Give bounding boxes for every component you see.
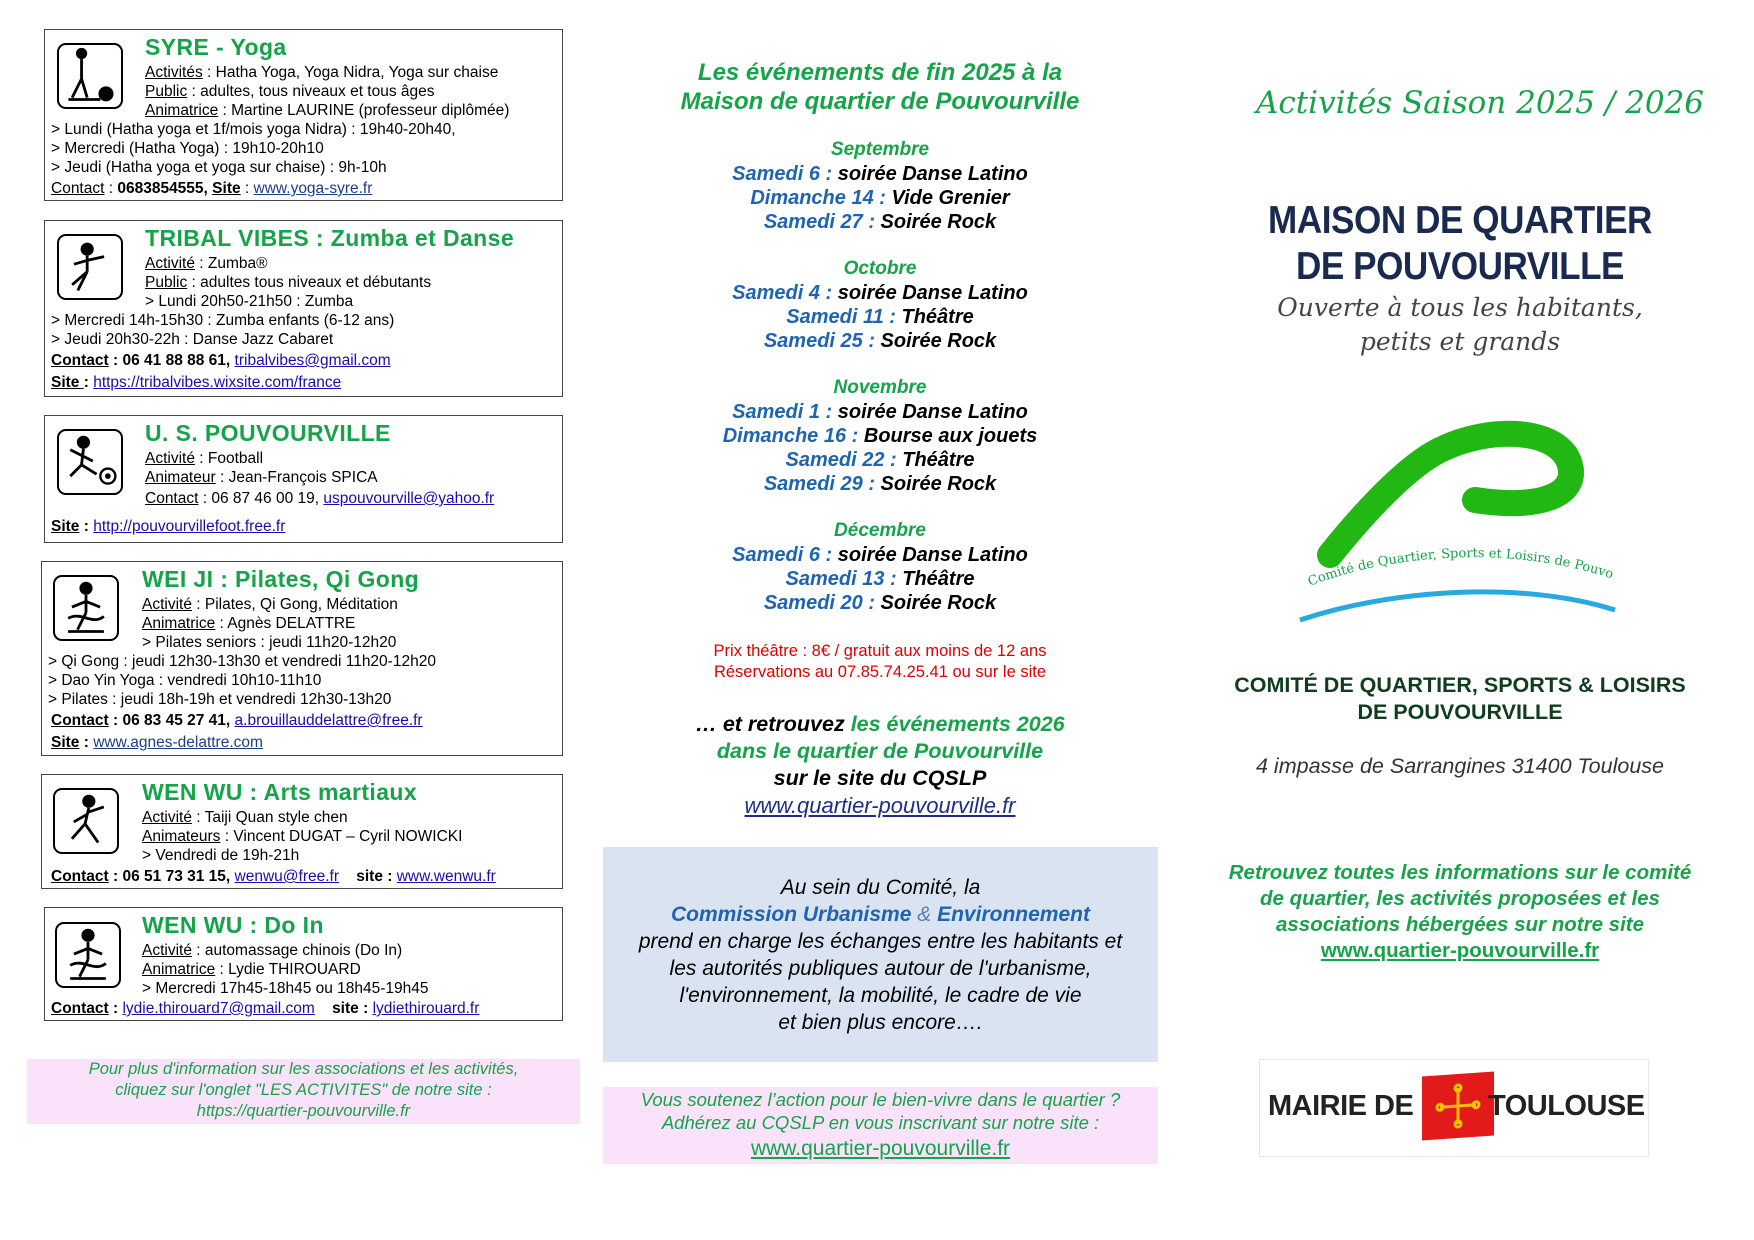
activity-card-wen-wu-arts-martiaux [41,774,563,889]
commission-line: Au sein du Comité, la [780,876,981,899]
value: : Zumba® [194,255,268,272]
event-title: Bourse aux jouets [858,425,1038,447]
value: : Vincent DUGAT – Cyril NOWICKI [220,828,463,845]
info-line: associations hébergées sur notre site [1276,913,1644,936]
meditation-figure-icon [55,922,121,988]
commission-line: les autorités publiques autour de l'urbanisme, [669,957,1092,980]
dance-figure-icon [57,234,123,300]
info-block [1180,860,1740,964]
site-label: Site [212,180,241,197]
email-link[interactable]: uspouvourville@yahoo.fr [323,490,495,507]
activity-card-tribal-vibes [44,220,563,397]
label-activite: Activité [142,809,192,826]
note-line: cliquez sur l'onglet "LES ACTIVITES" de notre site : [115,1081,492,1099]
activity-card-syre [44,29,563,201]
sep: : [79,518,94,535]
event-title: Théâtre [896,449,975,471]
value: : Pilates, Qi Gong, Méditation [191,596,398,613]
event-item [560,281,1200,305]
email-link[interactable]: a.brouillauddelattre@free.fr [234,712,423,729]
schedule-line: > Jeudi (Hatha yoga et yoga sur chaise) : 9h-10h [51,159,387,176]
month-block [560,138,1200,234]
event-day: Samedi 27 : [763,211,875,233]
schedule-line: > Dao Yin Yoga : vendredi 10h10-11h10 [48,672,322,689]
info-line: de quartier, les activités proposées et les [1260,887,1660,910]
contact-label: Contact [51,180,105,197]
site-link[interactable]: https://tribalvibes.wixsite.com/france [93,374,342,391]
site-label: Site [51,734,80,751]
quartier-line: dans le quartier de Pouvourville [716,739,1044,763]
site-label: site [332,1000,359,1017]
schedule-line: > Pilates seniors : jeudi 11h20-12h20 [142,634,397,651]
month-block [560,257,1200,353]
occitan-cross-icon [1422,1071,1494,1140]
event-item [560,591,1200,615]
month-name: Novembre [833,377,927,398]
event-title: soirée Danse Latino [832,163,1028,185]
commission-name: Commission Urbanisme [671,903,918,926]
sep: : [83,374,94,391]
value: : Football [194,450,264,467]
activity-card-wen-wu-do-in [44,907,563,1021]
events-site-link[interactable]: www.quartier-pouvourville.fr [744,793,1016,818]
support-panel [603,1087,1158,1164]
sep: : [104,180,118,197]
address: 4 impasse de Sarrangines 31400 Toulouse [1256,754,1664,778]
month-name: Décembre [834,520,926,541]
value: : Lydie THIROUARD [215,961,361,978]
value: : adultes, tous niveaux et tous âges [187,83,435,100]
email-link[interactable]: lydie.thirouard7@gmail.com [122,1000,315,1017]
note-line: Pour plus d'information sur les associations et les activités, [88,1060,519,1078]
event-day: Dimanche 16 : [722,425,859,447]
event-title: Soirée Rock [875,211,997,233]
weiji-title: WEI JI : Pilates, Qi Gong [142,566,420,592]
label-animatrice: Animatrice [142,961,216,978]
value: : Martine LAURINE (professeur diplômée) [218,102,510,119]
tribal-title: TRIBAL VIBES : Zumba et Danse [145,225,515,251]
maison-title-line2: DE POUVOURVILLE [1295,245,1625,288]
contact-phone: : 06 41 88 88 61, [108,352,235,369]
schedule-line: > Lundi (Hatha yoga et 1f/mois yoga Nidra) : 19h40-20h40, [51,121,456,138]
value: : automassage chinois (Do In) [191,942,403,959]
logo-graphic [1290,410,1630,630]
contact-phone: : 06 87 46 00 19, [198,490,324,507]
label-animatrice: Animatrice [145,102,219,119]
value: : Taiji Quan style chen [191,809,348,826]
event-title: soirée Danse Latino [832,282,1028,304]
value: : adultes tous niveaux et débutants [187,274,432,291]
event-item [560,472,1200,496]
event-day: Samedi 6 : [732,163,833,185]
us-title: U. S. POUVOURVILLE [145,420,391,446]
event-title: Soirée Rock [875,473,997,495]
value: : Jean-François SPICA [215,469,378,486]
events-2026-text: les événements 2026 [850,712,1065,736]
events-heading-line2: Maison de quartier de Pouvourville [680,88,1080,115]
open-subtitle [1180,291,1740,359]
label-activite: Activité [142,942,192,959]
site-link[interactable]: lydiethirouard.fr [372,1000,480,1017]
event-day: Samedi 29 : [763,473,875,495]
commission-line: prend en charge les échanges entre les habitants et [638,930,1123,953]
support-line: Vous soutenez l’action pour le bien-vivre dans le quartier ? [640,1089,1121,1110]
sep: : [358,1000,373,1017]
event-title: soirée Danse Latino [832,544,1028,566]
label-animateurs: Animateurs [142,828,221,845]
maison-title [1208,198,1712,290]
sep: : [240,180,254,197]
commission-line: et bien plus encore…. [778,1011,983,1034]
label-activites: Activités [145,64,203,81]
event-day: Samedi 22 : [785,449,897,471]
info-site-link[interactable]: www.quartier-pouvourville.fr [1320,939,1600,962]
site-label: site [356,868,383,885]
maison-title-line1: MAISON DE QUARTIER [1268,199,1652,242]
event-day: Samedi 4 : [732,282,833,304]
schedule-line: > Qi Gong : jeudi 12h30-13h30 et vendredi 11h20-12h20 [48,653,436,670]
schedule-line: > Jeudi 20h30-22h : Danse Jazz Cabaret [51,331,334,348]
label-activite: Activité [142,596,192,613]
label-public: Public [145,274,188,291]
open-line1: Ouverte à tous les habitants, [1277,293,1643,322]
commission-name-2: Environnement [931,903,1090,926]
event-item [560,186,1200,210]
schedule-line: > Mercredi 14h-15h30 : Zumba enfants (6-12 ans) [51,312,395,329]
activity-card-wei-ji [41,561,563,756]
event-day: Samedi 6 : [732,544,833,566]
comite-line1: COMITÉ DE QUARTIER, SPORTS & LOISIRS [1234,673,1686,697]
month-block [560,376,1200,496]
schedule-line: > Vendredi de 19h-21h [142,847,300,864]
month-block [560,519,1200,615]
sep: : [108,1000,123,1017]
syre-title: SYRE - Yoga [145,34,287,60]
event-item [560,210,1200,234]
commission-line: l'environnement, la mobilité, le cadre de vie [679,984,1082,1007]
price-line: Prix théâtre : 8€ / gratuit aux moins de 12 ans [713,642,1047,660]
email-link[interactable]: wenwu@free.fr [234,868,339,885]
event-title: Théâtre [895,306,974,328]
event-item [560,448,1200,472]
martial-arts-figure-icon [53,788,119,854]
contact-phone: : 06 51 73 31 15, [108,868,235,885]
value: : Hatha Yoga, Yoga Nidra, Yoga sur chaise [202,64,499,81]
event-day: Samedi 11 : [786,306,896,328]
label-animateur: Animateur [145,469,216,486]
event-item [560,424,1200,448]
site-link[interactable]: http://pouvourvillefoot.free.fr [93,518,286,535]
sep: : [382,868,397,885]
event-item [560,162,1200,186]
event-day: Dimanche 14 : [750,187,886,209]
event-title: Théâtre [896,568,975,590]
wenwu1-title: WEN WU : Arts martiaux [142,779,418,805]
site-link[interactable]: www.yoga-syre.fr [253,180,373,197]
comite-name [1180,672,1740,726]
cqslp-logo [1290,410,1630,630]
label-activite: Activité [145,255,195,272]
month-name: Octobre [843,258,917,279]
mairie-text: MAIRIE DE [1268,1090,1414,1122]
contact-label: Contact [51,352,109,369]
events-2026-block [560,711,1200,819]
month-name: Septembre [830,139,930,160]
activity-card-us-pouvourville [44,415,563,543]
site-label: Site [51,518,80,535]
contact-phone: : 06 83 45 27 41, [108,712,235,729]
support-site-link[interactable]: www.quartier-pouvourville.fr [750,1137,1011,1160]
value: : Agnès DELATTRE [215,615,356,632]
toulouse-text: TOULOUSE [1488,1090,1645,1122]
event-item [560,567,1200,591]
wenwu2-title: WEN WU : Do In [142,912,324,938]
ampersand: & [917,903,932,926]
schedule-line: > Lundi 20h50-21h50 : Zumba [145,293,354,310]
schedule-line: > Pilates : jeudi 18h-19h et vendredi 12h30-13h20 [48,691,392,708]
label-animatrice: Animatrice [142,615,216,632]
contact-label: Contact [145,490,199,507]
info-line: Retrouvez toutes les informations sur le comité [1228,861,1692,884]
label-activite: Activité [145,450,195,467]
retrouvez-text: … et retrouvez [695,712,851,736]
events-heading-line1: Les événements de fin 2025 à la [697,59,1063,86]
football-player-icon [57,429,123,495]
open-line2: petits et grands [1359,327,1561,356]
event-title: Soirée Rock [875,330,997,352]
label-public: Public [145,83,188,100]
site-label: Site [51,374,84,391]
event-item [560,305,1200,329]
event-day: Samedi 13 : [785,568,897,590]
toulouse-flag [1422,1071,1494,1140]
event-day: Samedi 1 : [732,401,833,423]
schedule-line: > Mercredi (Hatha Yoga) : 19h10-20h10 [51,140,324,157]
event-title: soirée Danse Latino [832,401,1028,423]
theatre-prices [560,641,1200,683]
email-link[interactable]: tribalvibes@gmail.com [234,352,391,369]
event-day: Samedi 25 : [763,330,875,352]
site-link[interactable]: www.agnes-delattre.com [93,734,263,751]
event-item [560,543,1200,567]
contact-phone: 0683854555, [117,180,213,197]
schedule-line: > Mercredi 17h45-18h45 ou 18h45-19h45 [142,980,429,997]
support-line: Adhérez au CQSLP en vous inscrivant sur notre site : [661,1112,1100,1133]
info-note [27,1059,580,1124]
site-cqslp-line: sur le site du CQSLP [773,766,987,790]
yoga-pose-icon [57,43,123,109]
commission-panel [603,847,1158,1062]
meditation-figure-icon [53,575,119,641]
site-link[interactable]: www.wenwu.fr [396,868,496,885]
price-line: Réservations au 07.85.74.25.41 ou sur le site [713,663,1047,681]
contact-label: Contact [51,712,109,729]
sep: : [79,734,94,751]
logo-text: Comité de Quartier, Sports et Loisirs de Pouvo [1305,546,1616,590]
event-day: Samedi 20 : [763,592,875,614]
note-link[interactable]: https://quartier-pouvourville.fr [196,1102,411,1120]
event-item [560,329,1200,353]
contact-label: Contact [51,1000,109,1017]
contact-label: Contact [51,868,109,885]
season-title: Activités Saison 2025 / 2026 [1255,85,1705,121]
event-title: Soirée Rock [875,592,997,614]
event-title: Vide Grenier [885,187,1010,209]
events-heading [560,58,1200,116]
event-item [560,400,1200,424]
mairie-toulouse-logo [1259,1059,1649,1157]
comite-line2: DE POUVOURVILLE [1357,700,1563,724]
